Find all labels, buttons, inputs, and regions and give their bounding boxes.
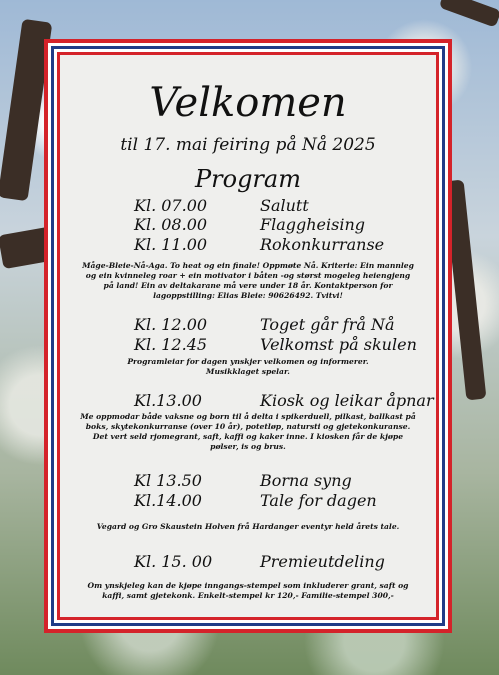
kiosk-note: Me oppmodar både vaksne og born til å delta i spikerduell, pilkast, ballkast på boks, skytekonkurranse (over 10 år), potetløp, natursti og gjetekonkuranse. Det vert seld rjomegrant, saft, kaffi og kaker inne. I kiosken får de kjøpe pølser, is og brus. bbox=[80, 412, 416, 451]
tree-branch-right-top bbox=[439, 0, 499, 28]
schedule-time: Kl.14.00 bbox=[134, 491, 202, 510]
poster-subtitle: til 17. mai feiring på Nå 2025 bbox=[120, 135, 376, 155]
schedule-event: Toget går frå Nå bbox=[260, 315, 395, 334]
poster-frame bbox=[44, 39, 452, 633]
welcome-note: Programleiar for dagen ynskjer velkomen og informerer. Musikklaget spelar. bbox=[127, 357, 369, 376]
program-heading: Program bbox=[195, 165, 301, 193]
schedule-time: Kl. 11.00 bbox=[134, 235, 208, 254]
schedule-event: Tale for dagen bbox=[260, 491, 377, 510]
schedule-event: Rokonkurranse bbox=[260, 235, 385, 254]
schedule-event: Borna syng bbox=[260, 471, 352, 490]
schedule-time: Kl. 08.00 bbox=[134, 215, 208, 234]
schedule-event: Kiosk og leikar åpnar bbox=[260, 391, 434, 410]
rowing-note: Måge-Bleie-Nå-Aga. To heat og ein finale! Oppmøte Nå. Kriterie: Ein mannleg og ein kvinneleg roar + ein motivator i båten -og størst mogeleg heiengjeng på land! Ein av deltakarane må vere under 18 år. Kontaktperson for lagoppstilling: Elias Bleie: 90626492. Tvitvi! bbox=[82, 261, 414, 300]
schedule-time: Kl.13.00 bbox=[134, 391, 202, 410]
schedule-time: Kl. 15. 00 bbox=[134, 552, 213, 571]
schedule-time: Kl 13.50 bbox=[134, 471, 202, 490]
schedule-event: Flaggheising bbox=[260, 215, 366, 234]
schedule-time: Kl. 12.45 bbox=[134, 335, 208, 354]
prize-note: Om ynskjeleg kan de kjøpe inngangs-stempel som inkluderer grant, saft og kaffi, samt gjetekonk. Enkelt-stempel kr 120,- Familie-stempel 300,- bbox=[87, 581, 409, 600]
speech-note: Vegard og Gro Skaustein Holven frå Hardanger eventyr held årets tale. bbox=[96, 522, 400, 531]
schedule-time: Kl. 12.00 bbox=[134, 315, 208, 334]
schedule-event: Premieutdeling bbox=[260, 552, 385, 571]
schedule-event: Salutt bbox=[260, 196, 309, 215]
poster-title: Velkomen bbox=[149, 80, 347, 126]
poster-panel bbox=[60, 55, 436, 617]
schedule-event: Velkomst på skulen bbox=[260, 335, 417, 354]
schedule-time: Kl. 07.00 bbox=[134, 196, 208, 215]
